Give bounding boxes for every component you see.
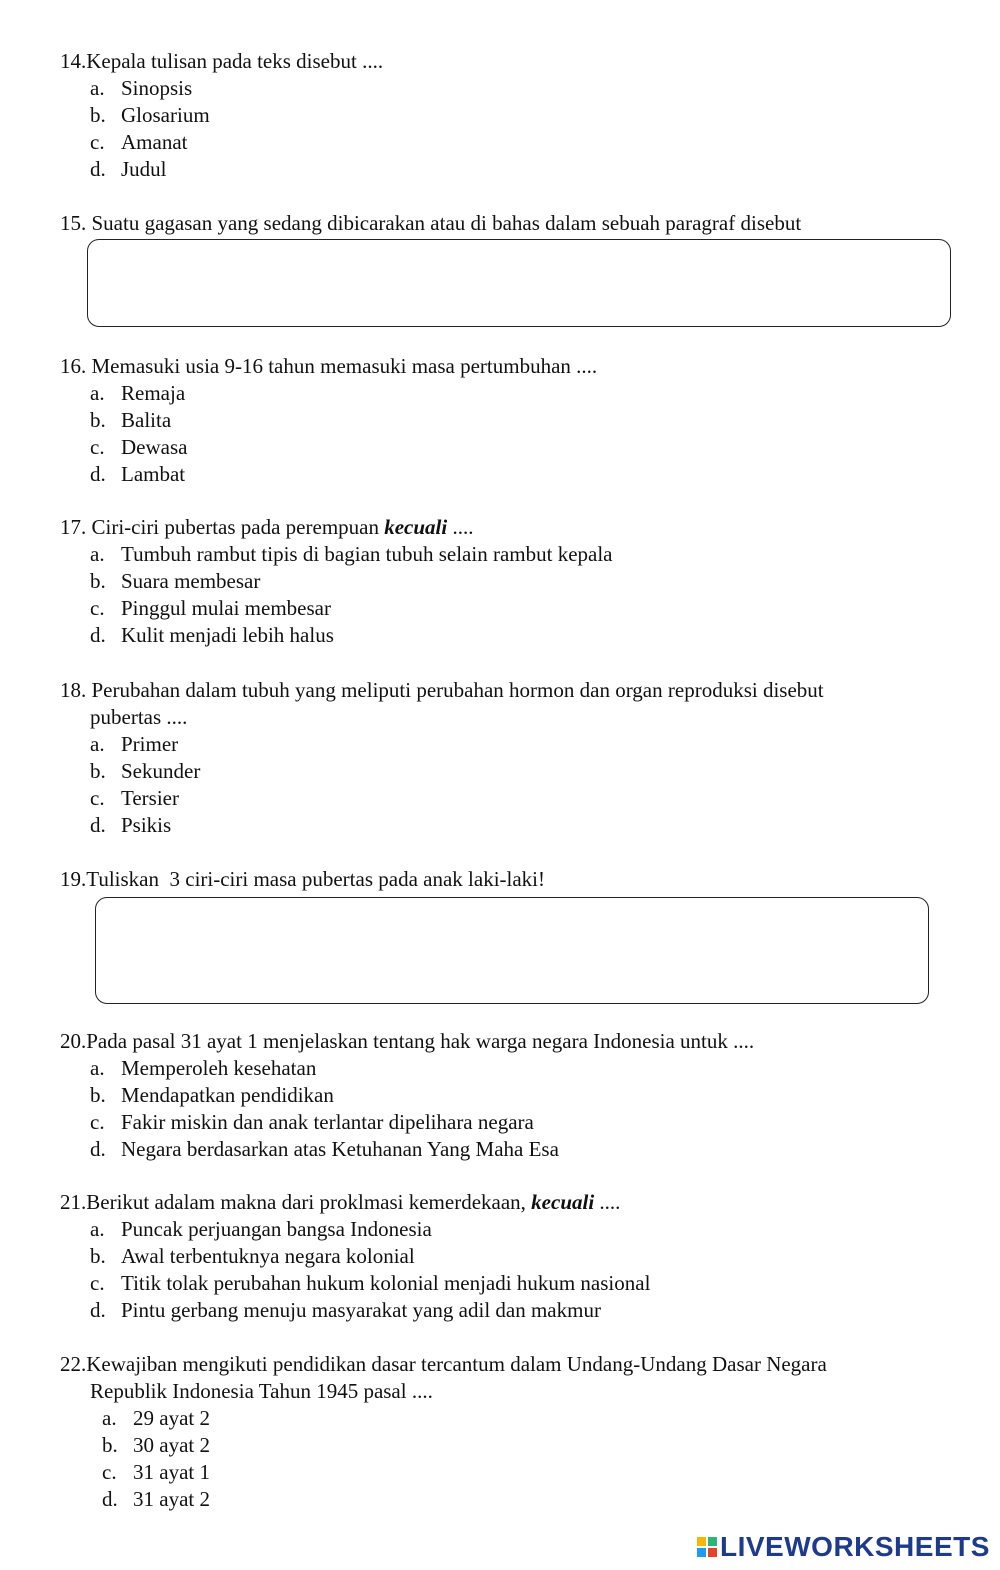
options-22 <box>102 1405 210 1513</box>
option-a[interactable]: a. Tumbuh rambut tipis di bagian tubuh selain rambut kepala <box>90 542 613 566</box>
option-d[interactable]: d. Negara berdasarkan atas Ketuhanan Yang Maha Esa <box>90 1137 559 1161</box>
option-a[interactable]: a. 29 ayat 2 <box>102 1406 210 1430</box>
option-c[interactable]: c. Fakir miskin dan anak terlantar dipelihara negara <box>90 1110 534 1134</box>
option-d[interactable]: d. Pintu gerbang menuju masyarakat yang adil dan makmur <box>90 1298 601 1322</box>
option-c[interactable]: c. Tersier <box>90 786 179 810</box>
question-22 <box>60 1351 827 1378</box>
question-17: 17. Ciri-ciri pubertas pada perempuan kecuali .... <box>60 515 474 539</box>
question-number: 15. <box>60 211 87 235</box>
option-b[interactable]: b. 30 ayat 2 <box>102 1433 210 1457</box>
option-c[interactable]: c. Amanat <box>90 130 188 154</box>
option-a[interactable]: a. Sinopsis <box>90 76 193 100</box>
option-a[interactable]: a. Remaja <box>90 381 186 405</box>
option-b[interactable]: b. Suara membesar <box>90 569 261 593</box>
options-16 <box>90 380 187 488</box>
question-text: Perubahan dalam tubuh yang meliputi perubahan hormon dan organ reproduksi disebut <box>91 678 824 702</box>
question-22-continuation: Republik Indonesia Tahun 1945 pasal .... <box>90 1379 433 1403</box>
option-c[interactable]: c. Titik tolak perubahan hukum kolonial menjadi hukum nasional <box>90 1271 651 1295</box>
keyword-kecuali: kecuali <box>384 515 448 539</box>
option-b[interactable]: b. Balita <box>90 408 172 432</box>
question-number: 14. <box>60 49 87 73</box>
question-text: Kewajiban mengikuti pendidikan dasar tercantum dalam Undang-Undang Dasar Negara <box>86 1352 827 1376</box>
question-text: Kepala tulisan pada teks disebut .... <box>86 49 384 73</box>
option-d[interactable]: d. Psikis <box>90 813 172 837</box>
question-number: 17. <box>60 515 87 539</box>
option-c[interactable]: c. Pinggul mulai membesar <box>90 596 331 620</box>
question-text: Pada pasal 31 ayat 1 menjelaskan tentang hak warga negara Indonesia untuk .... <box>86 1029 755 1053</box>
option-d[interactable]: d. 31 ayat 2 <box>102 1487 210 1511</box>
option-b[interactable]: b. Mendapatkan pendidikan <box>90 1083 334 1107</box>
answer-box-15[interactable] <box>87 239 951 327</box>
question-16 <box>60 353 597 380</box>
option-d[interactable]: d. Judul <box>90 157 167 181</box>
question-text: Memasuki usia 9-16 tahun memasuki masa pertumbuhan .... <box>91 354 598 378</box>
question-text: Ciri-ciri pubertas pada perempuan <box>91 515 379 539</box>
question-number: 20. <box>60 1029 87 1053</box>
options-21 <box>90 1216 650 1324</box>
question-21: 21.Berikut adalam makna dari proklmasi kemerdekaan, kecuali .... <box>60 1190 621 1214</box>
option-b[interactable]: b. Awal terbentuknya negara kolonial <box>90 1244 415 1268</box>
options-20 <box>90 1055 559 1163</box>
logo-grid-icon <box>697 1537 717 1557</box>
logo-text: LIVEWORKSHEETS <box>720 1531 990 1562</box>
option-a[interactable]: a. Memperoleh kesehatan <box>90 1056 317 1080</box>
question-text: Suatu gagasan yang sedang dibicarakan atau di bahas dalam sebuah paragraf disebut <box>91 211 802 235</box>
question-20 <box>60 1028 754 1055</box>
option-d[interactable]: d. Kulit menjadi lebih halus <box>90 623 334 647</box>
question-number: 19. <box>60 867 87 891</box>
question-number: 18. <box>60 678 87 702</box>
question-15 <box>60 210 801 237</box>
question-number: 21. <box>60 1190 87 1214</box>
question-number: 22. <box>60 1352 87 1376</box>
question-19 <box>60 866 545 893</box>
keyword-kecuali: kecuali <box>531 1190 595 1214</box>
option-a[interactable]: a. Primer <box>90 732 179 756</box>
question-text: Tuliskan 3 ciri-ciri masa pubertas pada anak laki-laki! <box>86 867 545 891</box>
question-18-continuation: pubertas .... <box>90 705 188 729</box>
liveworksheets-logo <box>697 1530 990 1564</box>
options-18 <box>90 731 200 839</box>
options-17 <box>90 541 613 649</box>
options-14 <box>90 75 210 183</box>
question-14 <box>60 48 383 75</box>
option-c[interactable]: c. Dewasa <box>90 435 188 459</box>
question-18 <box>60 677 824 704</box>
option-c[interactable]: c. 31 ayat 1 <box>102 1460 210 1484</box>
option-d[interactable]: d. Lambat <box>90 462 186 486</box>
option-b[interactable]: b. Sekunder <box>90 759 201 783</box>
question-number: 16. <box>60 354 87 378</box>
option-b[interactable]: b. Glosarium <box>90 103 210 127</box>
question-text: Berikut adalam makna dari proklmasi kemerdekaan, <box>86 1190 526 1214</box>
option-a[interactable]: a. Puncak perjuangan bangsa Indonesia <box>90 1217 432 1241</box>
answer-box-19[interactable] <box>95 897 929 1004</box>
